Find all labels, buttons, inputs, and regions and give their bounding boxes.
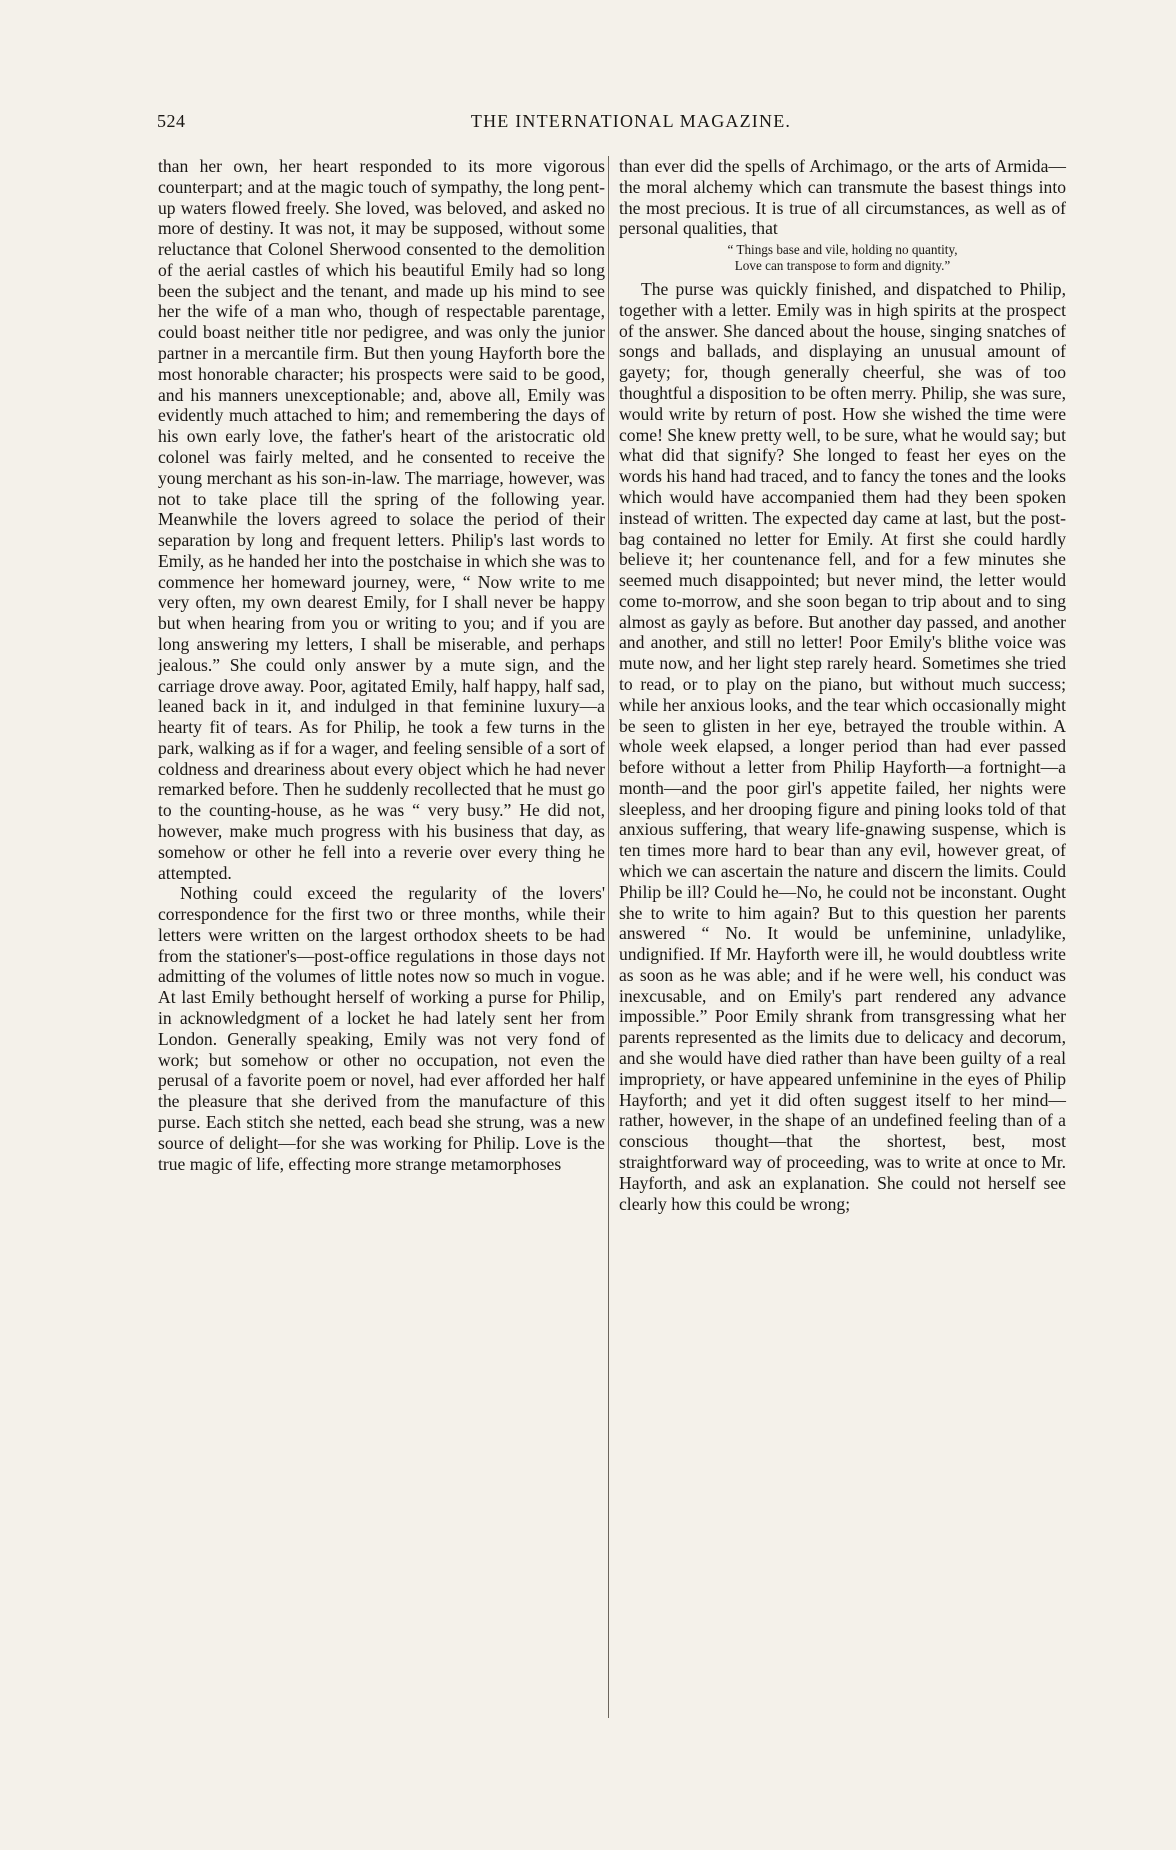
page-number: 524 [157, 111, 186, 131]
verse-line-2: Love can transpose to form and dignity.” [734, 257, 951, 273]
page-header [157, 111, 1065, 137]
running-title: THE INTERNATIONAL MAGAZINE. [470, 111, 792, 131]
left-paragraph-continued: than her own, her heart responded to its more vigorous counterpart; and at the magic touch of sympathy, the long pent-up waters flowed freely. She loved, was beloved, and asked no more of destiny. It was not, it may be supposed, without some reluctance that Colonel Sherwood consented to the demolition of the aerial castles of which his beautiful Emily had so long been the subject and the tenant, and made up his mind to see her the wife of a man who, though of respectable parentage, could boast neither title nor pedigree, and was only the junior partner in a mercantile firm. But then young Hayforth bore the most honorable character; his prospects were said to be good, and his manners unexceptionable; and, above all, Emily was evidently much attached to him; and remembering the days of his own early love, the father's heart of the aristocratic old colonel was fairly melted, and he consented to receive the young merchant as his son-in-law. The marriage, however, was not to take place till the spring of the following year. Meanwhile the lovers agreed to solace the period of their separation by long and frequent letters. Philip's last words to Emily, as he handed her into the postchaise in which she was to commence her homeward journey, were, “ Now write to me very often, my own dearest Emily, for I shall never be happy but when hearing from you or writing to you; and if you are long answering my letters, I shall be miserable, and perhaps jealous.” She could only answer by a mute sign, and the carriage drove away. Poor, agitated Emily, half happy, half sad, leaned back in it, and indulged in that feminine luxury—a hearty fit of tears. As for Philip, he took a few turns in the park, walking as if for a wager, and feeling sensible of a sort of coldness and dreariness about every object which he had never remarked before. Then he suddenly recollected that he must go to the counting-house, as he was “ very busy.” He did not, however, make much progress with his business that day, as somehow or other he fell into a reverie over every thing he attempted. [158, 156, 605, 883]
verse-quotation [619, 242, 1066, 273]
verse-line-1: “ Things base and vile, holding no quantity, [727, 242, 958, 258]
left-paragraph-correspondence: Nothing could exceed the regularity of the lovers' correspondence for the first two or three months, while their letters were written on the largest orthodox sheets to be had from the stationer's—post-office regulations in those days not admitting of the volumes of little notes now so much in vogue. At last Emily bethought herself of working a purse for Philip, in acknowledgment of a locket he had lately sent her from London. Generally speaking, Emily was not very fond of work; but somehow or other no occupation, not even the perusal of a favorite poem or novel, had ever afforded her half the pleasure that she derived from the manufacture of this purse. Each stitch she netted, each bead she strung, was a new source of delight—for she was working for Philip. Love is the true magic of life, effecting more strange metamorphoses [158, 883, 605, 1174]
right-paragraph-purse: The purse was quickly finished, and dispatched to Philip, together with a letter. Emily was in high spirits at the prospect of the answer. She danced about the house, singing snatches of songs and ballads, and displaying an unusual amount of gayety; for, though generally cheerful, she was of too thoughtful a disposition to be often merry. Philip, she was sure, would write by return of post. How she wished the time were come! She knew pretty well, to be sure, what he would say; but what did that signify? She longed to feast her eyes on the words his hand had traced, and to fancy the tones and the looks which would have accompanied them had they been spoken instead of written. The expected day came at last, but the post-bag contained no letter for Emily. At first she could hardly believe it; her countenance fell, and for a few minutes she seemed much disappointed; but never mind, the letter would come to-morrow, and she soon began to trip about and to sing almost as gayly as before. But another day passed, and another and another, and still no letter! Poor Emily's blithe voice was mute now, and her light step rarely heard. Sometimes she tried to read, or to play on the piano, but without much success; while her anxious looks, and the tear which occasionally might be seen to glisten in her eye, betrayed the trouble within. A whole week elapsed, a longer period than had ever passed before without a letter from Philip Hayforth—a fortnight—a month—and the poor girl's appetite failed, her nights were sleepless, and her drooping figure and pining looks told of that anxious suffering, that weary life-gnawing suspense, which is ten times more hard to bear than any evil, however great, of which we can ascertain the nature and discern the limits. Could Philip be ill? Could he—No, he could not be inconstant. Ought she to write to him again? But to this question her parents answered “ No. It would be unfeminine, unladylike, undignified. If Mr. Hayforth were ill, he would doubtless write as soon as he was able; and if he were well, his conduct was inexcusable, and on Emily's part rendered any advance impossible.” Poor Emily shrank from transgressing what her parents represented as the limits due to delicacy and decorum, and she would have died rather than have been guilty of a real impropriety, or have appeared unfeminine in the eyes of Philip Hayforth; and yet it did often suggest itself to her mind—rather, however, in the shape of an undefined feeling than of a conscious thought—that the shortest, best, most straightforward way of proceeding, was to write at once to Mr. Hayforth, and ask an explanation. She could not herself see clearly how this could be wrong; [619, 279, 1066, 1214]
left-column [158, 156, 605, 1174]
right-column [619, 156, 1066, 1214]
column-divider [608, 156, 609, 1718]
right-paragraph-continued: than ever did the spells of Archimago, or the arts of Armida—the moral alchemy which can transmute the basest things into the most precious. It is true of all circumstances, as well as of personal qualities, that [619, 156, 1066, 239]
